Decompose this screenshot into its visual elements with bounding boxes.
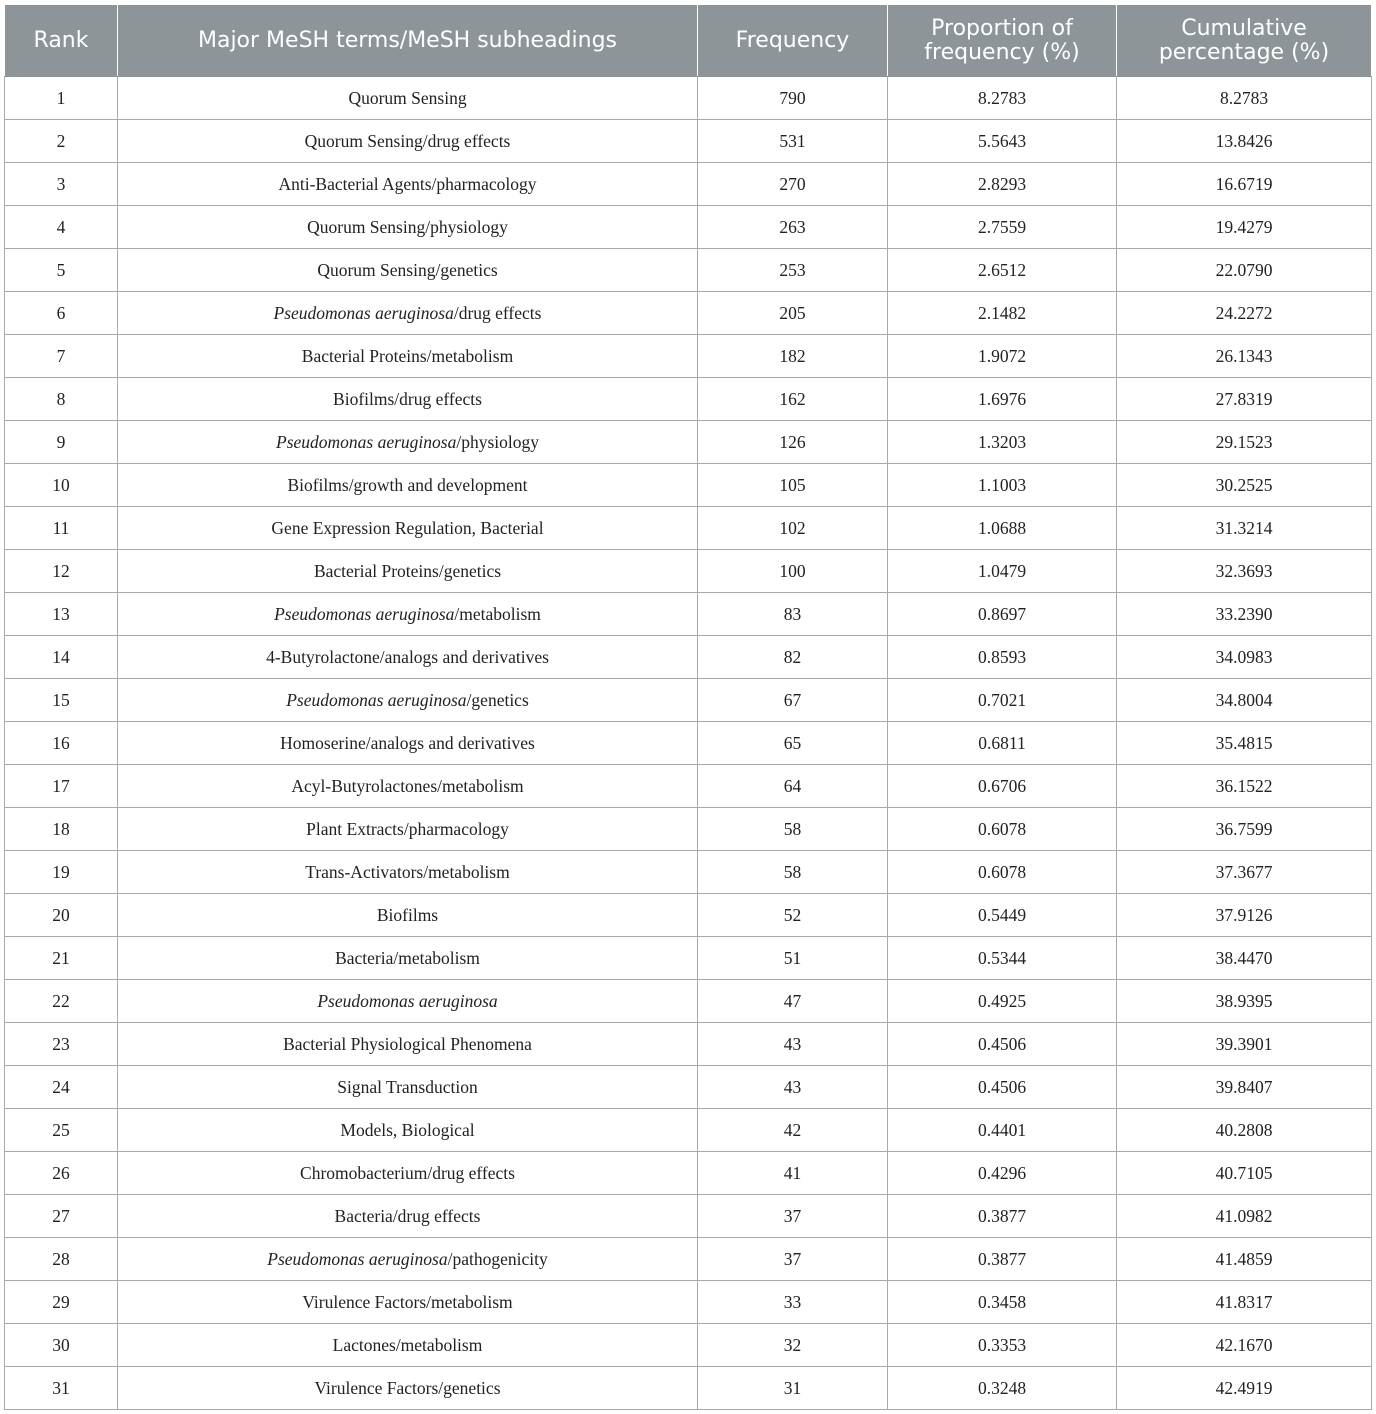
rank-cell: 13	[5, 593, 118, 636]
rank-cell: 11	[5, 507, 118, 550]
term-cell	[118, 679, 698, 722]
table-row	[5, 507, 1372, 550]
rank-cell: 15	[5, 679, 118, 722]
proportion-cell: 0.6078	[888, 851, 1117, 894]
term-organism: Pseudomonas aeruginosa	[286, 689, 467, 710]
term-cell	[118, 464, 698, 507]
rank-cell: 22	[5, 980, 118, 1023]
frequency-cell: 205	[698, 292, 888, 335]
rank-cell: 6	[5, 292, 118, 335]
rank-cell: 8	[5, 378, 118, 421]
term-text: Quorum Sensing/genetics	[317, 259, 498, 280]
term-cell	[118, 292, 698, 335]
proportion-cell: 0.3458	[888, 1281, 1117, 1324]
cumulative-cell: 42.4919	[1117, 1367, 1372, 1410]
frequency-cell: 42	[698, 1109, 888, 1152]
table-row	[5, 851, 1372, 894]
term-text: Chromobacterium/drug effects	[300, 1162, 515, 1183]
proportion-cell: 2.1482	[888, 292, 1117, 335]
table-row	[5, 1238, 1372, 1281]
frequency-cell: 82	[698, 636, 888, 679]
cumulative-cell: 37.3677	[1117, 851, 1372, 894]
frequency-cell: 263	[698, 206, 888, 249]
term-cell	[118, 1152, 698, 1195]
term-text: Virulence Factors/genetics	[314, 1377, 501, 1398]
table-row	[5, 679, 1372, 722]
frequency-cell: 37	[698, 1238, 888, 1281]
rank-cell: 24	[5, 1066, 118, 1109]
table-row	[5, 808, 1372, 851]
table-row	[5, 335, 1372, 378]
proportion-cell: 0.4506	[888, 1023, 1117, 1066]
header-rank: Rank	[5, 5, 118, 77]
cumulative-cell: 38.9395	[1117, 980, 1372, 1023]
frequency-cell: 105	[698, 464, 888, 507]
term-cell	[118, 507, 698, 550]
cumulative-cell: 26.1343	[1117, 335, 1372, 378]
term-cell	[118, 593, 698, 636]
frequency-cell: 83	[698, 593, 888, 636]
table-row	[5, 894, 1372, 937]
term-cell	[118, 808, 698, 851]
term-text: Models, Biological	[340, 1119, 475, 1140]
term-cell	[118, 722, 698, 765]
term-text: Signal Transduction	[337, 1076, 478, 1097]
term-organism: Pseudomonas aeruginosa	[267, 1248, 448, 1269]
rank-cell: 16	[5, 722, 118, 765]
table-row	[5, 980, 1372, 1023]
frequency-cell: 253	[698, 249, 888, 292]
rank-cell: 29	[5, 1281, 118, 1324]
cumulative-cell: 42.1670	[1117, 1324, 1372, 1367]
term-cell	[118, 77, 698, 120]
term-cell	[118, 120, 698, 163]
term-cell	[118, 851, 698, 894]
cumulative-cell: 30.2525	[1117, 464, 1372, 507]
table-row	[5, 421, 1372, 464]
term-text: Lactones/metabolism	[332, 1334, 483, 1355]
cumulative-cell: 38.4470	[1117, 937, 1372, 980]
term-text: Gene Expression Regulation, Bacterial	[271, 517, 544, 538]
term-cell	[118, 335, 698, 378]
rank-cell: 17	[5, 765, 118, 808]
proportion-cell: 1.1003	[888, 464, 1117, 507]
cumulative-cell: 37.9126	[1117, 894, 1372, 937]
proportion-cell: 0.4296	[888, 1152, 1117, 1195]
cumulative-cell: 39.8407	[1117, 1066, 1372, 1109]
term-text: Homoserine/analogs and derivatives	[280, 732, 535, 753]
cumulative-cell: 36.7599	[1117, 808, 1372, 851]
term-text: Bacterial Physiological Phenomena	[283, 1033, 532, 1054]
cumulative-cell: 32.3693	[1117, 550, 1372, 593]
term-cell	[118, 765, 698, 808]
proportion-cell: 0.6078	[888, 808, 1117, 851]
cumulative-cell: 41.8317	[1117, 1281, 1372, 1324]
rank-cell: 14	[5, 636, 118, 679]
frequency-cell: 270	[698, 163, 888, 206]
cumulative-cell: 22.0790	[1117, 249, 1372, 292]
term-cell	[118, 421, 698, 464]
table-row	[5, 1367, 1372, 1410]
term-cell	[118, 1066, 698, 1109]
rank-cell: 25	[5, 1109, 118, 1152]
term-cell	[118, 1324, 698, 1367]
table-row	[5, 1152, 1372, 1195]
proportion-cell: 0.8593	[888, 636, 1117, 679]
cumulative-cell: 41.4859	[1117, 1238, 1372, 1281]
term-text: Plant Extracts/pharmacology	[306, 818, 509, 839]
frequency-cell: 58	[698, 808, 888, 851]
table-body	[5, 77, 1372, 1410]
frequency-cell: 43	[698, 1066, 888, 1109]
frequency-cell: 65	[698, 722, 888, 765]
frequency-cell: 58	[698, 851, 888, 894]
proportion-cell: 1.6976	[888, 378, 1117, 421]
proportion-cell: 0.3248	[888, 1367, 1117, 1410]
frequency-cell: 182	[698, 335, 888, 378]
term-cell	[118, 206, 698, 249]
cumulative-cell: 41.0982	[1117, 1195, 1372, 1238]
proportion-cell: 0.8697	[888, 593, 1117, 636]
term-text: Anti-Bacterial Agents/pharmacology	[278, 173, 537, 194]
frequency-cell: 126	[698, 421, 888, 464]
table-row	[5, 120, 1372, 163]
proportion-cell: 2.8293	[888, 163, 1117, 206]
rank-cell: 26	[5, 1152, 118, 1195]
table-row	[5, 77, 1372, 120]
table-row	[5, 722, 1372, 765]
term-text: Bacterial Proteins/metabolism	[301, 345, 514, 366]
term-text: Virulence Factors/metabolism	[302, 1291, 513, 1312]
term-text: Quorum Sensing/physiology	[307, 216, 508, 237]
table-row	[5, 1023, 1372, 1066]
proportion-cell: 1.0479	[888, 550, 1117, 593]
term-cell	[118, 163, 698, 206]
cumulative-cell: 31.3214	[1117, 507, 1372, 550]
cumulative-cell: 29.1523	[1117, 421, 1372, 464]
term-cell	[118, 980, 698, 1023]
cumulative-cell: 16.6719	[1117, 163, 1372, 206]
header-cumulative: Cumulative percentage (%)	[1117, 5, 1372, 77]
header-frequency: Frequency	[698, 5, 888, 77]
proportion-cell: 0.3877	[888, 1238, 1117, 1281]
rank-cell: 21	[5, 937, 118, 980]
table-row	[5, 765, 1372, 808]
proportion-cell: 0.5449	[888, 894, 1117, 937]
proportion-cell: 0.4506	[888, 1066, 1117, 1109]
term-text: Trans-Activators/metabolism	[305, 861, 510, 882]
proportion-cell: 0.7021	[888, 679, 1117, 722]
term-text: /metabolism	[454, 603, 541, 624]
table-row	[5, 1281, 1372, 1324]
proportion-cell: 0.3353	[888, 1324, 1117, 1367]
proportion-cell: 0.3877	[888, 1195, 1117, 1238]
frequency-cell: 52	[698, 894, 888, 937]
rank-cell: 30	[5, 1324, 118, 1367]
table-row	[5, 636, 1372, 679]
table-row	[5, 1324, 1372, 1367]
term-text: Bacteria/metabolism	[335, 947, 480, 968]
cumulative-cell: 13.8426	[1117, 120, 1372, 163]
rank-cell: 10	[5, 464, 118, 507]
rank-cell: 28	[5, 1238, 118, 1281]
cumulative-cell: 35.4815	[1117, 722, 1372, 765]
header-row	[5, 5, 1372, 77]
proportion-cell: 0.5344	[888, 937, 1117, 980]
proportion-cell: 0.4401	[888, 1109, 1117, 1152]
frequency-cell: 51	[698, 937, 888, 980]
rank-cell: 4	[5, 206, 118, 249]
proportion-cell: 1.0688	[888, 507, 1117, 550]
rank-cell: 12	[5, 550, 118, 593]
frequency-cell: 790	[698, 77, 888, 120]
table-row	[5, 550, 1372, 593]
term-text: Quorum Sensing	[348, 87, 467, 108]
term-text: Bacteria/drug effects	[334, 1205, 481, 1226]
frequency-cell: 102	[698, 507, 888, 550]
term-cell	[118, 550, 698, 593]
frequency-cell: 162	[698, 378, 888, 421]
frequency-cell: 41	[698, 1152, 888, 1195]
rank-cell: 3	[5, 163, 118, 206]
cumulative-cell: 34.0983	[1117, 636, 1372, 679]
term-text: /physiology	[456, 431, 539, 452]
cumulative-cell: 36.1522	[1117, 765, 1372, 808]
term-cell	[118, 1238, 698, 1281]
proportion-cell: 0.6811	[888, 722, 1117, 765]
cumulative-cell: 8.2783	[1117, 77, 1372, 120]
term-text: Biofilms/drug effects	[333, 388, 482, 409]
term-text: /drug effects	[453, 302, 542, 323]
proportion-cell: 1.3203	[888, 421, 1117, 464]
cumulative-cell: 24.2272	[1117, 292, 1372, 335]
term-organism: Pseudomonas aeruginosa	[274, 603, 455, 624]
table-row	[5, 593, 1372, 636]
term-cell	[118, 1281, 698, 1324]
term-organism: Pseudomonas aeruginosa	[276, 431, 457, 452]
term-organism: Pseudomonas aeruginosa	[317, 990, 498, 1011]
proportion-cell: 0.6706	[888, 765, 1117, 808]
frequency-cell: 33	[698, 1281, 888, 1324]
frequency-cell: 531	[698, 120, 888, 163]
frequency-cell: 43	[698, 1023, 888, 1066]
cumulative-cell: 33.2390	[1117, 593, 1372, 636]
term-text: Biofilms/growth and development	[287, 474, 528, 495]
term-cell	[118, 249, 698, 292]
rank-cell: 9	[5, 421, 118, 464]
term-organism: Pseudomonas aeruginosa	[273, 302, 454, 323]
proportion-cell: 8.2783	[888, 77, 1117, 120]
frequency-cell: 64	[698, 765, 888, 808]
table-row	[5, 464, 1372, 507]
proportion-cell: 2.6512	[888, 249, 1117, 292]
term-text: Biofilms	[376, 904, 439, 925]
cumulative-cell: 27.8319	[1117, 378, 1372, 421]
table-row	[5, 292, 1372, 335]
term-cell	[118, 636, 698, 679]
rank-cell: 7	[5, 335, 118, 378]
frequency-cell: 47	[698, 980, 888, 1023]
cumulative-cell: 40.2808	[1117, 1109, 1372, 1152]
term-text: /pathogenicity	[447, 1248, 548, 1269]
table-row	[5, 206, 1372, 249]
table-row	[5, 1195, 1372, 1238]
frequency-cell: 32	[698, 1324, 888, 1367]
term-text: Bacterial Proteins/genetics	[313, 560, 502, 581]
term-text: Quorum Sensing/drug effects	[304, 130, 511, 151]
term-text: Acyl-Butyrolactones/metabolism	[291, 775, 524, 796]
table-row	[5, 937, 1372, 980]
term-cell	[118, 1109, 698, 1152]
proportion-cell: 2.7559	[888, 206, 1117, 249]
proportion-cell: 5.5643	[888, 120, 1117, 163]
rank-cell: 18	[5, 808, 118, 851]
cumulative-cell: 34.8004	[1117, 679, 1372, 722]
term-cell	[118, 1195, 698, 1238]
table-row	[5, 249, 1372, 292]
cumulative-cell: 40.7105	[1117, 1152, 1372, 1195]
term-text: 4-Butyrolactone/analogs and derivatives	[266, 646, 549, 667]
table-header	[5, 5, 1372, 77]
header-term: Major MeSH terms/MeSH subheadings	[118, 5, 698, 77]
frequency-cell: 67	[698, 679, 888, 722]
rank-cell: 19	[5, 851, 118, 894]
frequency-cell: 37	[698, 1195, 888, 1238]
table-row	[5, 163, 1372, 206]
cumulative-cell: 19.4279	[1117, 206, 1372, 249]
rank-cell: 1	[5, 77, 118, 120]
header-proportion: Proportion of frequency (%)	[888, 5, 1117, 77]
term-cell	[118, 378, 698, 421]
term-cell	[118, 937, 698, 980]
table-row	[5, 1066, 1372, 1109]
mesh-terms-table	[4, 4, 1372, 1410]
rank-cell: 23	[5, 1023, 118, 1066]
rank-cell: 2	[5, 120, 118, 163]
rank-cell: 31	[5, 1367, 118, 1410]
frequency-cell: 31	[698, 1367, 888, 1410]
table-row	[5, 378, 1372, 421]
table-row	[5, 1109, 1372, 1152]
proportion-cell: 0.4925	[888, 980, 1117, 1023]
rank-cell: 5	[5, 249, 118, 292]
rank-cell: 20	[5, 894, 118, 937]
proportion-cell: 1.9072	[888, 335, 1117, 378]
frequency-cell: 100	[698, 550, 888, 593]
cumulative-cell: 39.3901	[1117, 1023, 1372, 1066]
term-text: /genetics	[466, 689, 529, 710]
term-cell	[118, 1367, 698, 1410]
term-cell	[118, 894, 698, 937]
rank-cell: 27	[5, 1195, 118, 1238]
term-cell	[118, 1023, 698, 1066]
